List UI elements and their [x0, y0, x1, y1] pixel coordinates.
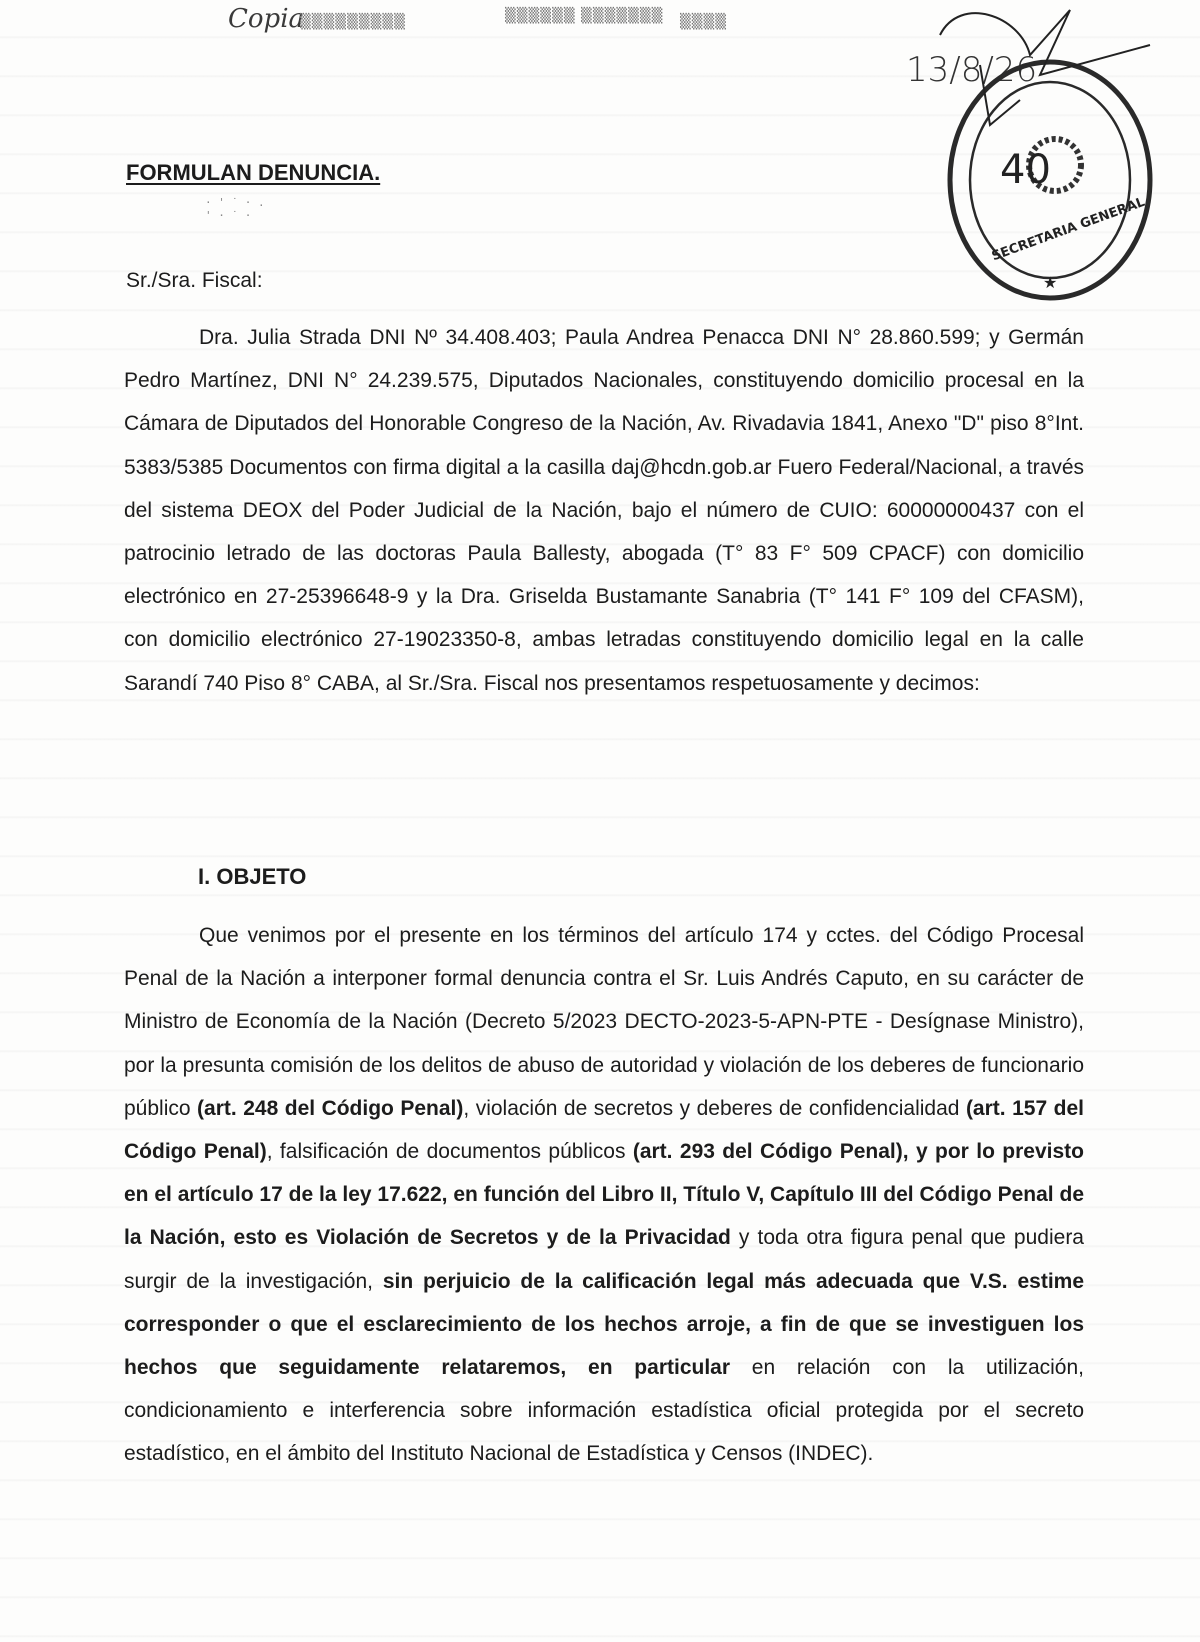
svg-text:★: ★: [1043, 275, 1058, 292]
objeto-text: , falsificación de documentos públicos: [266, 1140, 633, 1164]
svg-text:SECRETARIA GENERAL: SECRETARIA GENERAL: [989, 194, 1147, 265]
document-title: FORMULAN DENUNCIA.: [126, 160, 381, 185]
handwritten-copy-note: Copia: [228, 4, 305, 34]
objeto-text: y toda otra figura penal que pudiera surgir de la investigación,: [124, 1226, 1084, 1293]
objeto-text: Que venimos por el presente en los términos del artículo 174 y cctes. del Código Procesal Penal de la Nación a interponer formal denuncia contra el Sr. Luis Andrés Caputo, en su carácter de Ministro de Economía de la Nación (Decreto 5/2023 DECTO-2023-5-APN-PTE - Desígnase Ministro), por la presunta comisión de los delitos de abuso de autoridad y violación de los deberes de funcionario público: [124, 924, 1084, 1120]
intro-paragraph: Dra. Julia Strada DNI Nº 34.408.403; Paula Andrea Penacca DNI N° 28.860.599; y Germán Pedro Martínez, DNI N° 24.239.575, Diputados Nacionales, constituyendo domicilio procesal en la Cámara de Diputados del Honorable Congreso de la Nación, Av. Rivadavia 1841, Anexo "D" piso 8°Int. 5383/5385 Documentos con firma digital a la casilla daj@hcdn.gob.ar Fuero Federal/Nacional, a través del sistema DEOX del Poder Judicial de la Nación, bajo el número de CUIO: 60000000437 con el patrocinio letrado de las doctoras Paula Ballesty, abogada (T° 83 F° 509 CPACF) con domicilio electrónico en 27-25396648-9 y la Dra. Griselda Bustamante Sanabria (T° 141 F° 109 del CFASM), con domicilio electrónico 27-19023350-8, ambas letradas constituyendo domicilio legal en la calle Sarandí 740 Piso 8° CABA, al Sr./Sra. Fiscal nos presentamos respetuosamente y decimos:: [124, 326, 1084, 695]
objeto-bold-citation: (art. 293 del Código Penal), y por lo previsto en el artículo 17 de la ley 17.622, en función del Libro II, Título V, Capítulo III del Código Penal de la Nación, esto es Violación de Secretos y de la Privacidad: [124, 1140, 1084, 1250]
salutation: Sr./Sra. Fiscal:: [126, 269, 263, 292]
faint-header-text: ▒▒▒▒▒▒ ▒▒▒▒▒▒▒: [505, 8, 664, 24]
objeto-text: en relación con la utilización, condicionamiento e interferencia sobre información estadística oficial protegida por el secreto estadístico, en el ámbito del Instituto Nacional de Estadística y Censos (INDEC).: [124, 1356, 1085, 1466]
faint-header-text: ▒▒▒▒▒▒▒▒▒: [300, 14, 406, 30]
handwritten-date: 13/8/26: [906, 50, 1038, 90]
objeto-bold-clause: sin perjuicio de la calificación legal más adecuada que V.S. estime corresponder o que el esclarecimiento de los hechos arroje, a fin de que se investiguen los hechos que seguidamente relataremos, en particular: [124, 1269, 1085, 1380]
objeto-bold-citation: (art. 248 del Código Penal): [197, 1096, 464, 1120]
objeto-text: , violación de secretos y deberes de confidencialidad: [463, 1096, 966, 1120]
objeto-bold-citation: (art. 157 del Código Penal): [124, 1096, 1084, 1164]
faint-header-text: ▒▒▒▒: [680, 14, 728, 30]
objeto-paragraph: [124, 914, 1084, 1476]
section-heading-objeto: I. OBJETO: [198, 864, 307, 889]
court-seal-stamp-icon: [920, 5, 1160, 305]
svg-text:40: 40: [1000, 147, 1051, 193]
ink-speckle: · ' ˙ · . ' · ˙ ·: [205, 196, 265, 222]
